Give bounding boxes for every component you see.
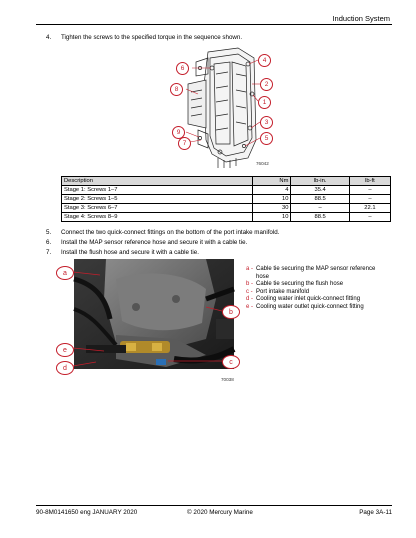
callout-4: 4	[258, 54, 271, 67]
step-7	[46, 249, 386, 257]
table-cell: 35.4	[291, 186, 349, 195]
figure-code: 76042	[256, 161, 269, 166]
table-cell: Stage 3: Screws 6–7	[62, 204, 253, 213]
table-cell: –	[291, 204, 349, 213]
torque-spec-table	[61, 176, 391, 222]
step-4	[46, 34, 386, 42]
photo-callout-e: e	[56, 343, 74, 357]
legend-text: Port intake manifold	[256, 288, 310, 295]
legend-item	[246, 296, 396, 304]
table-row	[62, 213, 391, 222]
callout-1: 1	[258, 96, 271, 109]
table-cell: Stage 2: Screws 1–5	[62, 195, 253, 204]
column-header: Description	[62, 177, 253, 186]
table-cell: 10	[253, 195, 291, 204]
engine-photo	[56, 259, 244, 381]
step-6	[46, 239, 386, 247]
step-text: Connect the two quick-connect fittings on the bottom of the port intake manifold.	[61, 229, 280, 236]
legend-key: d -	[246, 296, 254, 303]
legend-key: e -	[246, 303, 254, 310]
legend-item	[246, 289, 396, 297]
photo-callout-b: b	[222, 305, 240, 319]
legend-text: Cable tie securing the flush hose	[256, 281, 344, 288]
step-text: Install the MAP sensor reference hose and secure it with a cable tie.	[61, 239, 248, 246]
legend-item	[246, 304, 396, 312]
table-cell: 88.5	[291, 195, 349, 204]
table-row	[62, 186, 391, 195]
photo-callout-d: d	[56, 361, 74, 375]
manifold-diagram	[168, 44, 278, 172]
step-number: 6.	[46, 239, 52, 246]
step-text: Tighten the screws to the specified torque in the sequence shown.	[61, 34, 243, 41]
callout-legend	[246, 266, 396, 312]
callout-5: 5	[260, 132, 273, 145]
column-header: lb-ft	[349, 177, 390, 186]
callout-6: 6	[176, 62, 189, 75]
table-cell: 88.5	[291, 213, 349, 222]
legend-text: Cable tie securing the MAP sensor reference	[256, 266, 376, 272]
table-cell: Stage 4: Screws 8–9	[62, 213, 253, 222]
legend-text: hose	[256, 273, 270, 280]
legend-key: a -	[246, 266, 254, 272]
footer-rule	[36, 505, 392, 506]
section-title: Induction System	[332, 14, 390, 23]
table-header-row	[62, 177, 391, 186]
legend-item	[246, 281, 396, 289]
step-5	[46, 229, 386, 237]
table-cell: 4	[253, 186, 291, 195]
step-text: Install the flush hose and secure it with a cable tie.	[61, 249, 199, 256]
callout-7: 7	[178, 137, 191, 150]
photo-callout-c: c	[222, 355, 240, 369]
step-number: 5.	[46, 229, 52, 236]
table-cell: –	[349, 195, 390, 204]
column-header: Nm	[253, 177, 291, 186]
step-number: 4.	[46, 34, 52, 41]
column-header: lb-in.	[291, 177, 349, 186]
legend-item	[246, 266, 396, 274]
table-cell: 10	[253, 213, 291, 222]
callout-3: 3	[260, 116, 273, 129]
footer-copyright: © 2020 Mercury Marine	[187, 509, 253, 516]
step-number: 7.	[46, 249, 52, 256]
table-cell: –	[349, 213, 390, 222]
callout-2: 2	[260, 78, 273, 91]
legend-text: Cooling water inlet quick-connect fitting	[256, 296, 361, 303]
footer-doc-id: 90-8M0141650 eng JANUARY 2020	[36, 509, 138, 516]
header-rule	[36, 24, 392, 25]
footer-page-number: Page 3A-11	[359, 509, 392, 516]
table-row	[62, 204, 391, 213]
legend-text: Cooling water outlet quick-connect fitting	[256, 303, 364, 310]
callout-9: 9	[172, 126, 185, 139]
table-cell: –	[349, 186, 390, 195]
table-row	[62, 195, 391, 204]
legend-key: c -	[246, 288, 253, 295]
table-cell: 30	[253, 204, 291, 213]
figure-code: 70038	[221, 377, 234, 382]
photo-callout-a: a	[56, 266, 74, 280]
legend-item-continuation	[246, 274, 396, 282]
table-cell: Stage 1: Screws 1–7	[62, 186, 253, 195]
table-cell: 22.1	[349, 204, 390, 213]
legend-key: b -	[246, 281, 254, 288]
engine-photo-image	[56, 259, 244, 381]
callout-8: 8	[170, 83, 183, 96]
